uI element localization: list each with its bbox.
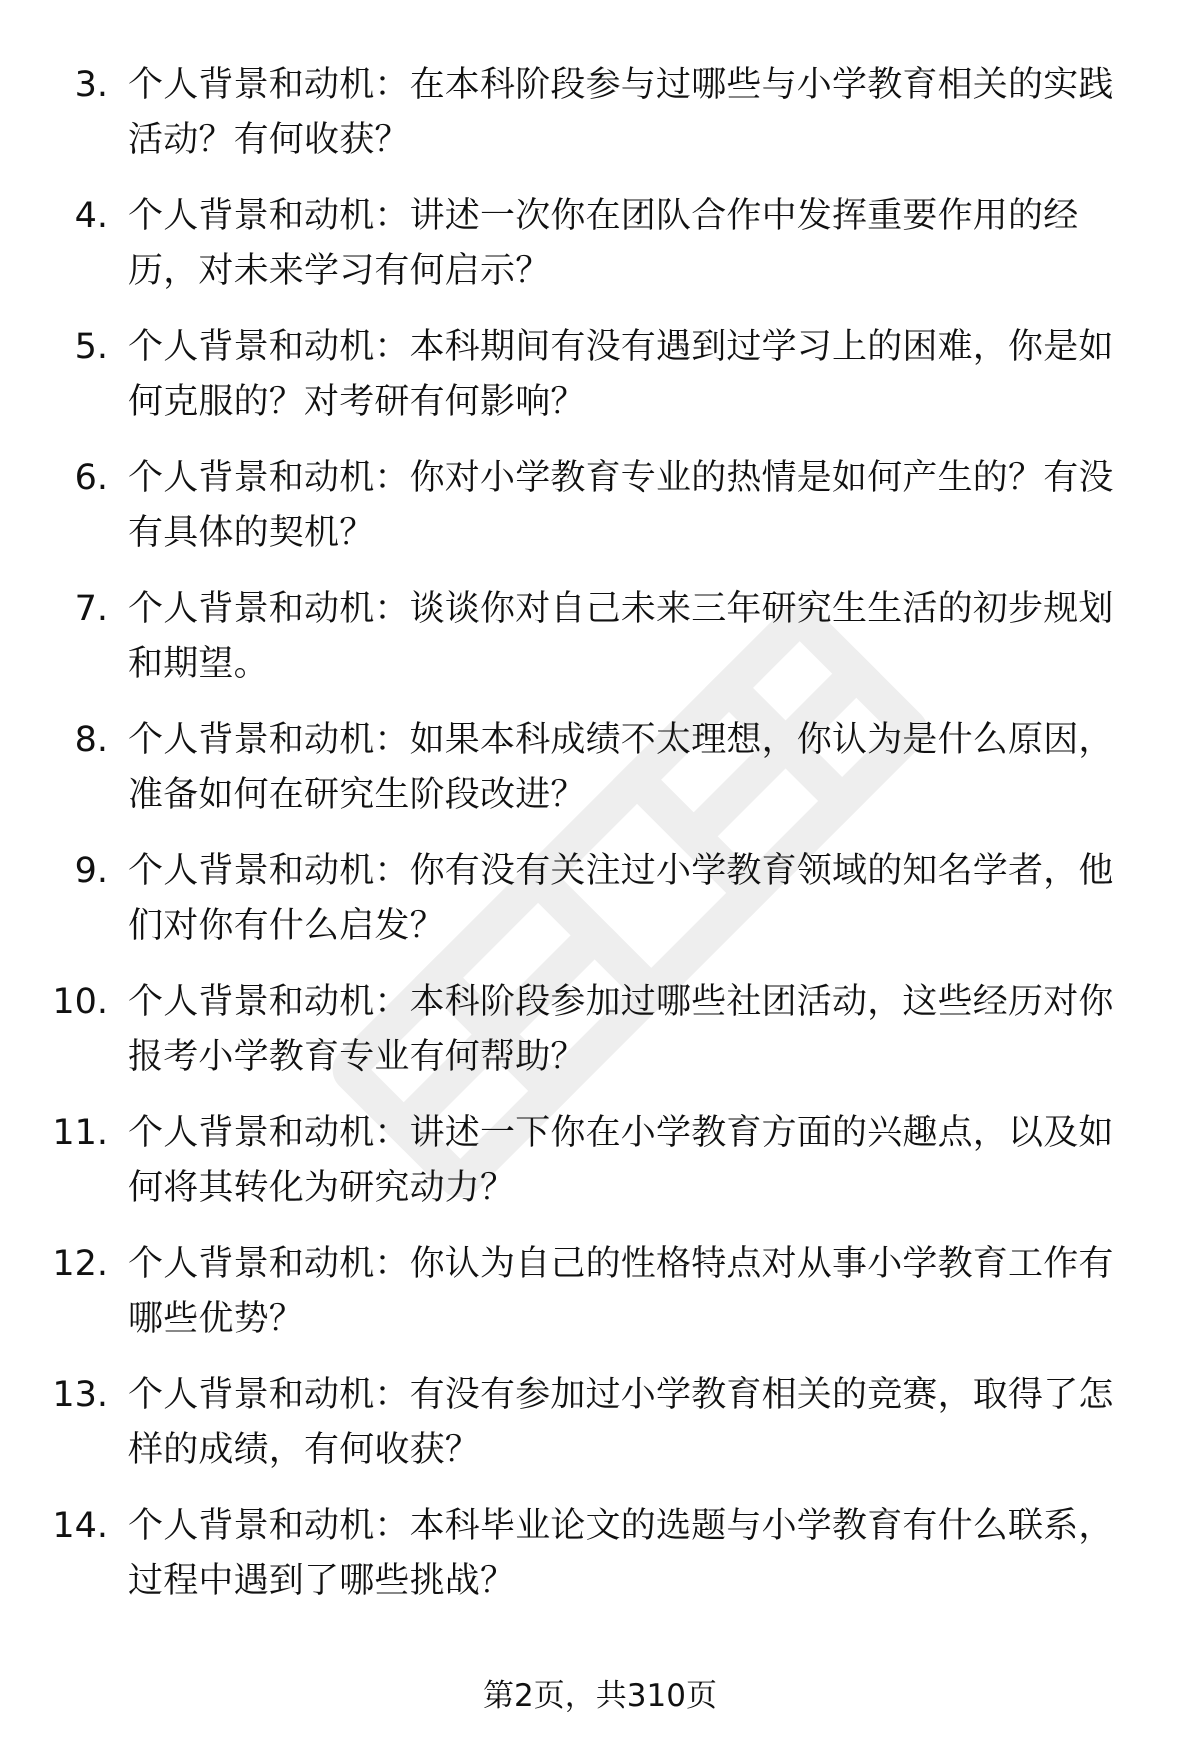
- question-number: 5.: [74, 327, 108, 367]
- question-number: 14.: [52, 1506, 108, 1546]
- question-number: 4.: [74, 196, 108, 236]
- question-text: 个人背景和动机：有没有参加过小学教育相关的竞赛，取得了怎样的成绩，有何收获？: [128, 1375, 1114, 1470]
- list-item: [0, 713, 1200, 844]
- question-text: 个人背景和动机：如果本科成绩不太理想，你认为是什么原因，准备如何在研究生阶段改进？: [128, 720, 1114, 815]
- question-text: 个人背景和动机：在本科阶段参与过哪些与小学教育相关的实践活动？有何收获？: [128, 65, 1114, 160]
- question-number: 8.: [74, 720, 108, 760]
- list-item: [0, 58, 1200, 189]
- list-item: [0, 1499, 1200, 1630]
- question-text: 个人背景和动机：你有没有关注过小学教育领域的知名学者，他们对你有什么启发？: [128, 851, 1114, 946]
- question-number: 12.: [52, 1244, 108, 1284]
- question-list: [0, 58, 1200, 1630]
- question-number: 7.: [74, 589, 108, 629]
- list-item: [0, 1237, 1200, 1368]
- question-number: 6.: [74, 458, 108, 498]
- page-footer: 第2页，共310页: [483, 1678, 717, 1714]
- question-text: 个人背景和动机：讲述一下你在小学教育方面的兴趣点，以及如何将其转化为研究动力？: [128, 1113, 1114, 1208]
- list-item: [0, 320, 1200, 451]
- question-text: 个人背景和动机：你认为自己的性格特点对从事小学教育工作有哪些优势？: [128, 1244, 1114, 1339]
- question-text: 个人背景和动机：讲述一次你在团队合作中发挥重要作用的经历，对未来学习有何启示？: [128, 196, 1079, 291]
- question-number: 11.: [52, 1113, 108, 1153]
- question-text: 个人背景和动机：你对小学教育专业的热情是如何产生的？有没有具体的契机？: [128, 458, 1114, 553]
- list-item: [0, 1368, 1200, 1499]
- question-text: 个人背景和动机：本科期间有没有遇到过学习上的困难，你是如何克服的？对考研有何影响？: [128, 327, 1114, 422]
- list-item: [0, 189, 1200, 320]
- question-text: 个人背景和动机：本科毕业论文的选题与小学教育有什么联系，过程中遇到了哪些挑战？: [128, 1506, 1114, 1601]
- list-item: [0, 975, 1200, 1106]
- question-number: 13.: [52, 1375, 108, 1415]
- list-item: [0, 451, 1200, 582]
- question-text: 个人背景和动机：本科阶段参加过哪些社团活动，这些经历对你报考小学教育专业有何帮助？: [128, 982, 1114, 1077]
- list-item: [0, 1106, 1200, 1237]
- question-number: 9.: [74, 851, 108, 891]
- question-number: 3.: [74, 65, 108, 105]
- question-text: 个人背景和动机：谈谈你对自己未来三年研究生生活的初步规划和期望。: [128, 589, 1114, 684]
- list-item: [0, 582, 1200, 713]
- list-item: [0, 844, 1200, 975]
- question-number: 10.: [52, 982, 108, 1022]
